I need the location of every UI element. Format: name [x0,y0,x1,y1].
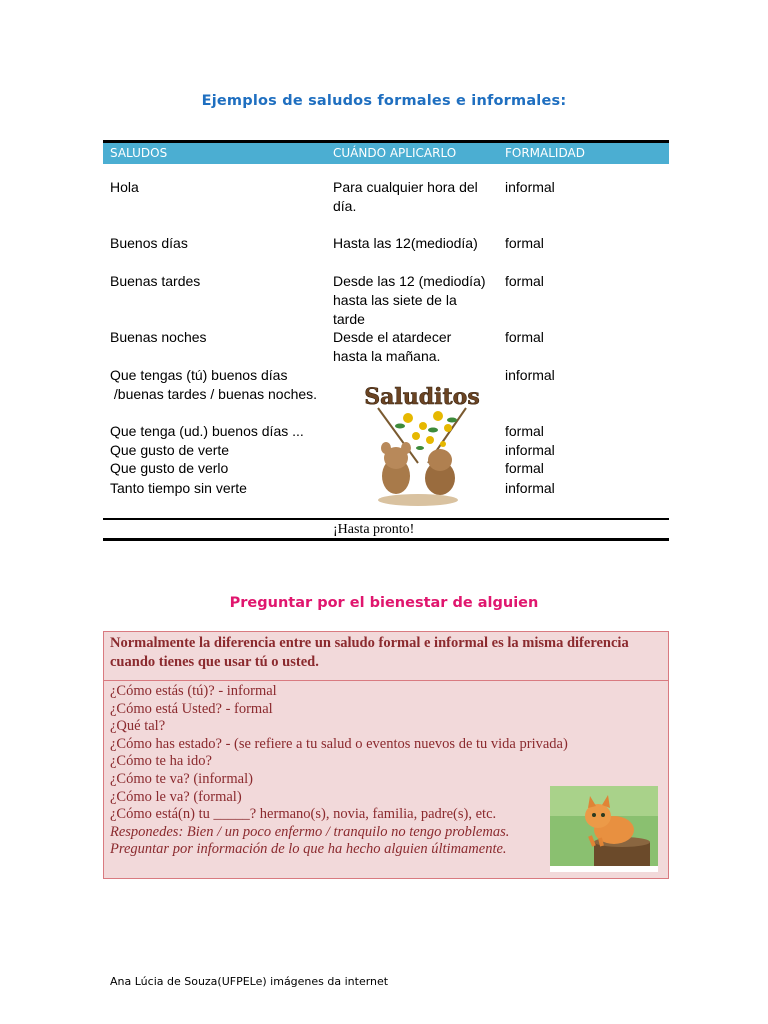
cell-saludo [110,459,228,478]
cell-cuando [333,178,478,216]
header-formalidad: FORMALIDAD [505,146,585,160]
box-intro [104,632,668,681]
table-footer: ¡Hasta pronto! [333,522,415,537]
question-line: ¿Cómo estás (tú)? - informal [110,683,277,699]
question-list [110,683,568,859]
header-cuando: CUÁNDO APLICARLO [333,146,457,160]
cell-cuando-line: Para cualquier hora del [333,179,478,195]
cell-saludo [110,422,304,441]
cell-saludo [110,441,229,460]
cell-saludo-line: Que tengas (tú) buenos días [110,367,288,383]
question-line: ¿Cómo te va? (informal) [110,770,253,787]
box-intro-text: Normalmente la diferencia entre un saludo formal e informal es la misma diferencia cuando tienes que usar tú o usted. [110,635,629,670]
cell-saludo [110,272,200,291]
cell-formalidad: formal [505,423,544,439]
table-header [103,140,669,164]
question-line: ¿Cómo te ha ido? [110,753,212,770]
cell-cuando-line: tarde [333,311,365,327]
cell-saludo-line: Buenas tardes [110,273,201,289]
cell-saludo-line: Hola [110,179,139,195]
cell-cuando-line: hasta las siete de la [333,292,457,308]
table-divider [103,518,669,520]
credit-line: Ana Lúcia de Souza(UFPELe) imágenes da internet [110,975,389,988]
cell-saludo-line: Buenas noches [110,329,207,345]
saluditos-image [348,368,496,516]
cell-saludo [110,479,247,498]
cell-saludo [110,366,317,404]
cell-formalidad: informal [505,442,555,458]
cell-cuando [333,234,478,253]
cell-cuando-line: día. [333,198,357,214]
cell-saludo-line: Buenos días [110,235,188,251]
question-line: ¿Cómo le va? (formal) [110,788,242,805]
cell-saludo-line: Que gusto de verlo [110,460,229,476]
cell-saludo-line: /buenas tardes / buenas noches. [110,386,318,402]
cell-formalidad: informal [505,480,555,496]
question-line: ¿Qué tal? [110,718,166,735]
cell-formalidad: informal [505,179,555,195]
question-line: ¿Cómo has estado? - (se refiere a tu salud o eventos nuevos de tu vida privada) [110,735,568,752]
header-saludos: SALUDOS [110,146,168,160]
cell-formalidad: formal [505,235,544,251]
cell-cuando-line: Hasta las 12(mediodía) [333,235,478,251]
kitten-image [550,786,658,872]
question-line: ¿Cómo está Usted? - formal [110,700,273,717]
cell-cuando [333,272,486,329]
answer-line: Responedes: Bien / un poco enfermo / tranquilo no tengo problemas. [110,823,510,840]
saluditos-sign-text: Saluditos [364,384,480,410]
cell-formalidad: informal [505,367,555,383]
cell-formalidad: formal [505,460,544,476]
cell-formalidad: formal [505,329,544,345]
answer-line: Preguntar por información de lo que ha hecho alguien últimamente. [110,841,507,858]
cell-saludo-line: Que tenga (ud.) buenos días ... [110,423,304,439]
cell-cuando-line: Desde las 12 (mediodía) [333,273,486,289]
cell-formalidad: formal [505,273,544,289]
section-title: Preguntar por el bienestar de alguien [229,595,539,611]
cell-saludo [110,234,188,253]
page-title: Ejemplos de saludos formales e informales: [201,93,567,109]
table-bottom-border [103,538,669,541]
cell-cuando-line: Desde el atardecer [333,329,452,345]
question-line: ¿Cómo está(n) tu _____? hermano(s), novia, familia, padre(s), etc. [110,806,497,823]
cell-saludo-line: Que gusto de verte [110,442,230,458]
cell-saludo [110,328,207,347]
greetings-table [103,140,669,164]
wellbeing-box [103,631,669,879]
cell-cuando [333,328,451,366]
cell-saludo-line: Tanto tiempo sin verte [110,480,247,496]
cell-saludo [110,178,139,197]
cell-cuando-line: hasta la mañana. [333,348,441,364]
